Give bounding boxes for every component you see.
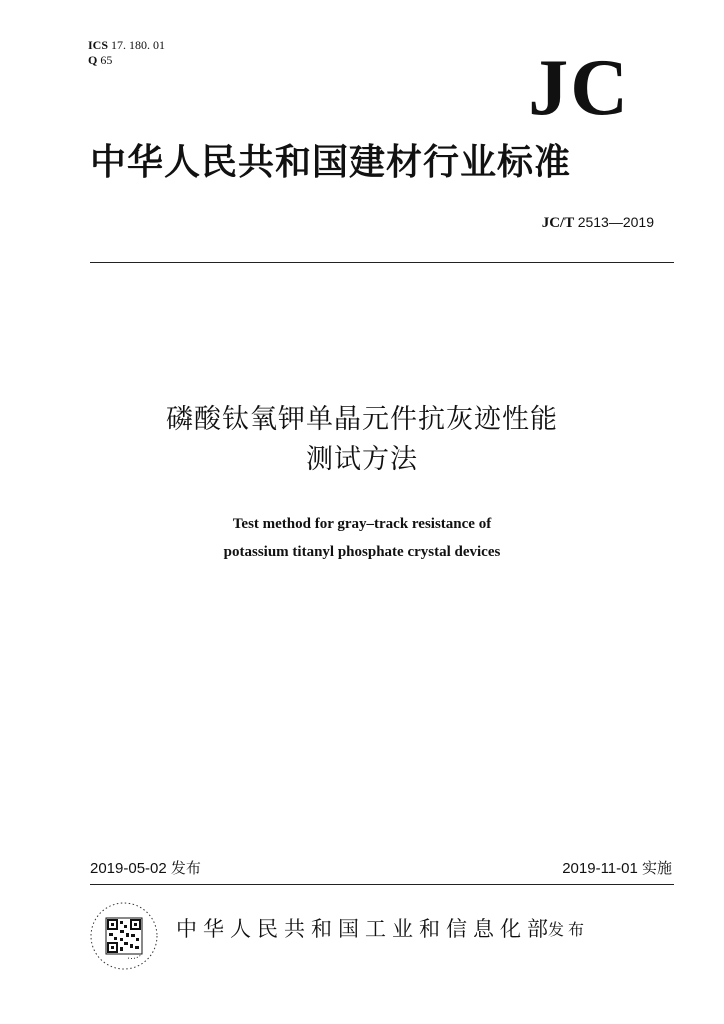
issuing-ministry: 中华人民共和国工业和信息化部 <box>176 917 554 941</box>
ccs-label: Q <box>88 53 98 67</box>
ccs-value: 65 <box>100 53 113 67</box>
qr-seal-icon <box>88 900 160 972</box>
chinese-title-line-2: 测试方法 <box>306 444 418 475</box>
ccs-line <box>88 53 165 68</box>
jc-logo: JC <box>528 44 630 132</box>
classification-codes <box>88 38 165 68</box>
implement-date: 2019-11-01 实施 <box>562 860 672 877</box>
ics-value: 17. 180. 01 <box>111 38 166 52</box>
standard-code-prefix: JC/T <box>541 215 574 231</box>
standard-number: 2513—2019 <box>577 214 654 230</box>
english-title-line-2: potassium titanyl phosphate crystal devices <box>223 544 501 560</box>
publish-label: 发布 <box>548 920 589 939</box>
issue-date: 2019-05-02 发布 <box>90 860 201 877</box>
industry-standard-title: 中华人民共和国建材行业标准 <box>90 141 572 183</box>
english-title-line-1: Test method for gray–track resistance of <box>232 516 492 532</box>
header-divider <box>90 262 674 263</box>
footer-divider <box>90 884 674 885</box>
chinese-title-line-1: 磷酸钛氧钾单晶元件抗灰迹性能 <box>166 404 558 435</box>
ics-label: ICS <box>88 38 109 52</box>
standard-code <box>542 213 654 232</box>
ics-line <box>88 38 165 53</box>
english-title <box>0 510 724 566</box>
chinese-title <box>0 400 724 480</box>
